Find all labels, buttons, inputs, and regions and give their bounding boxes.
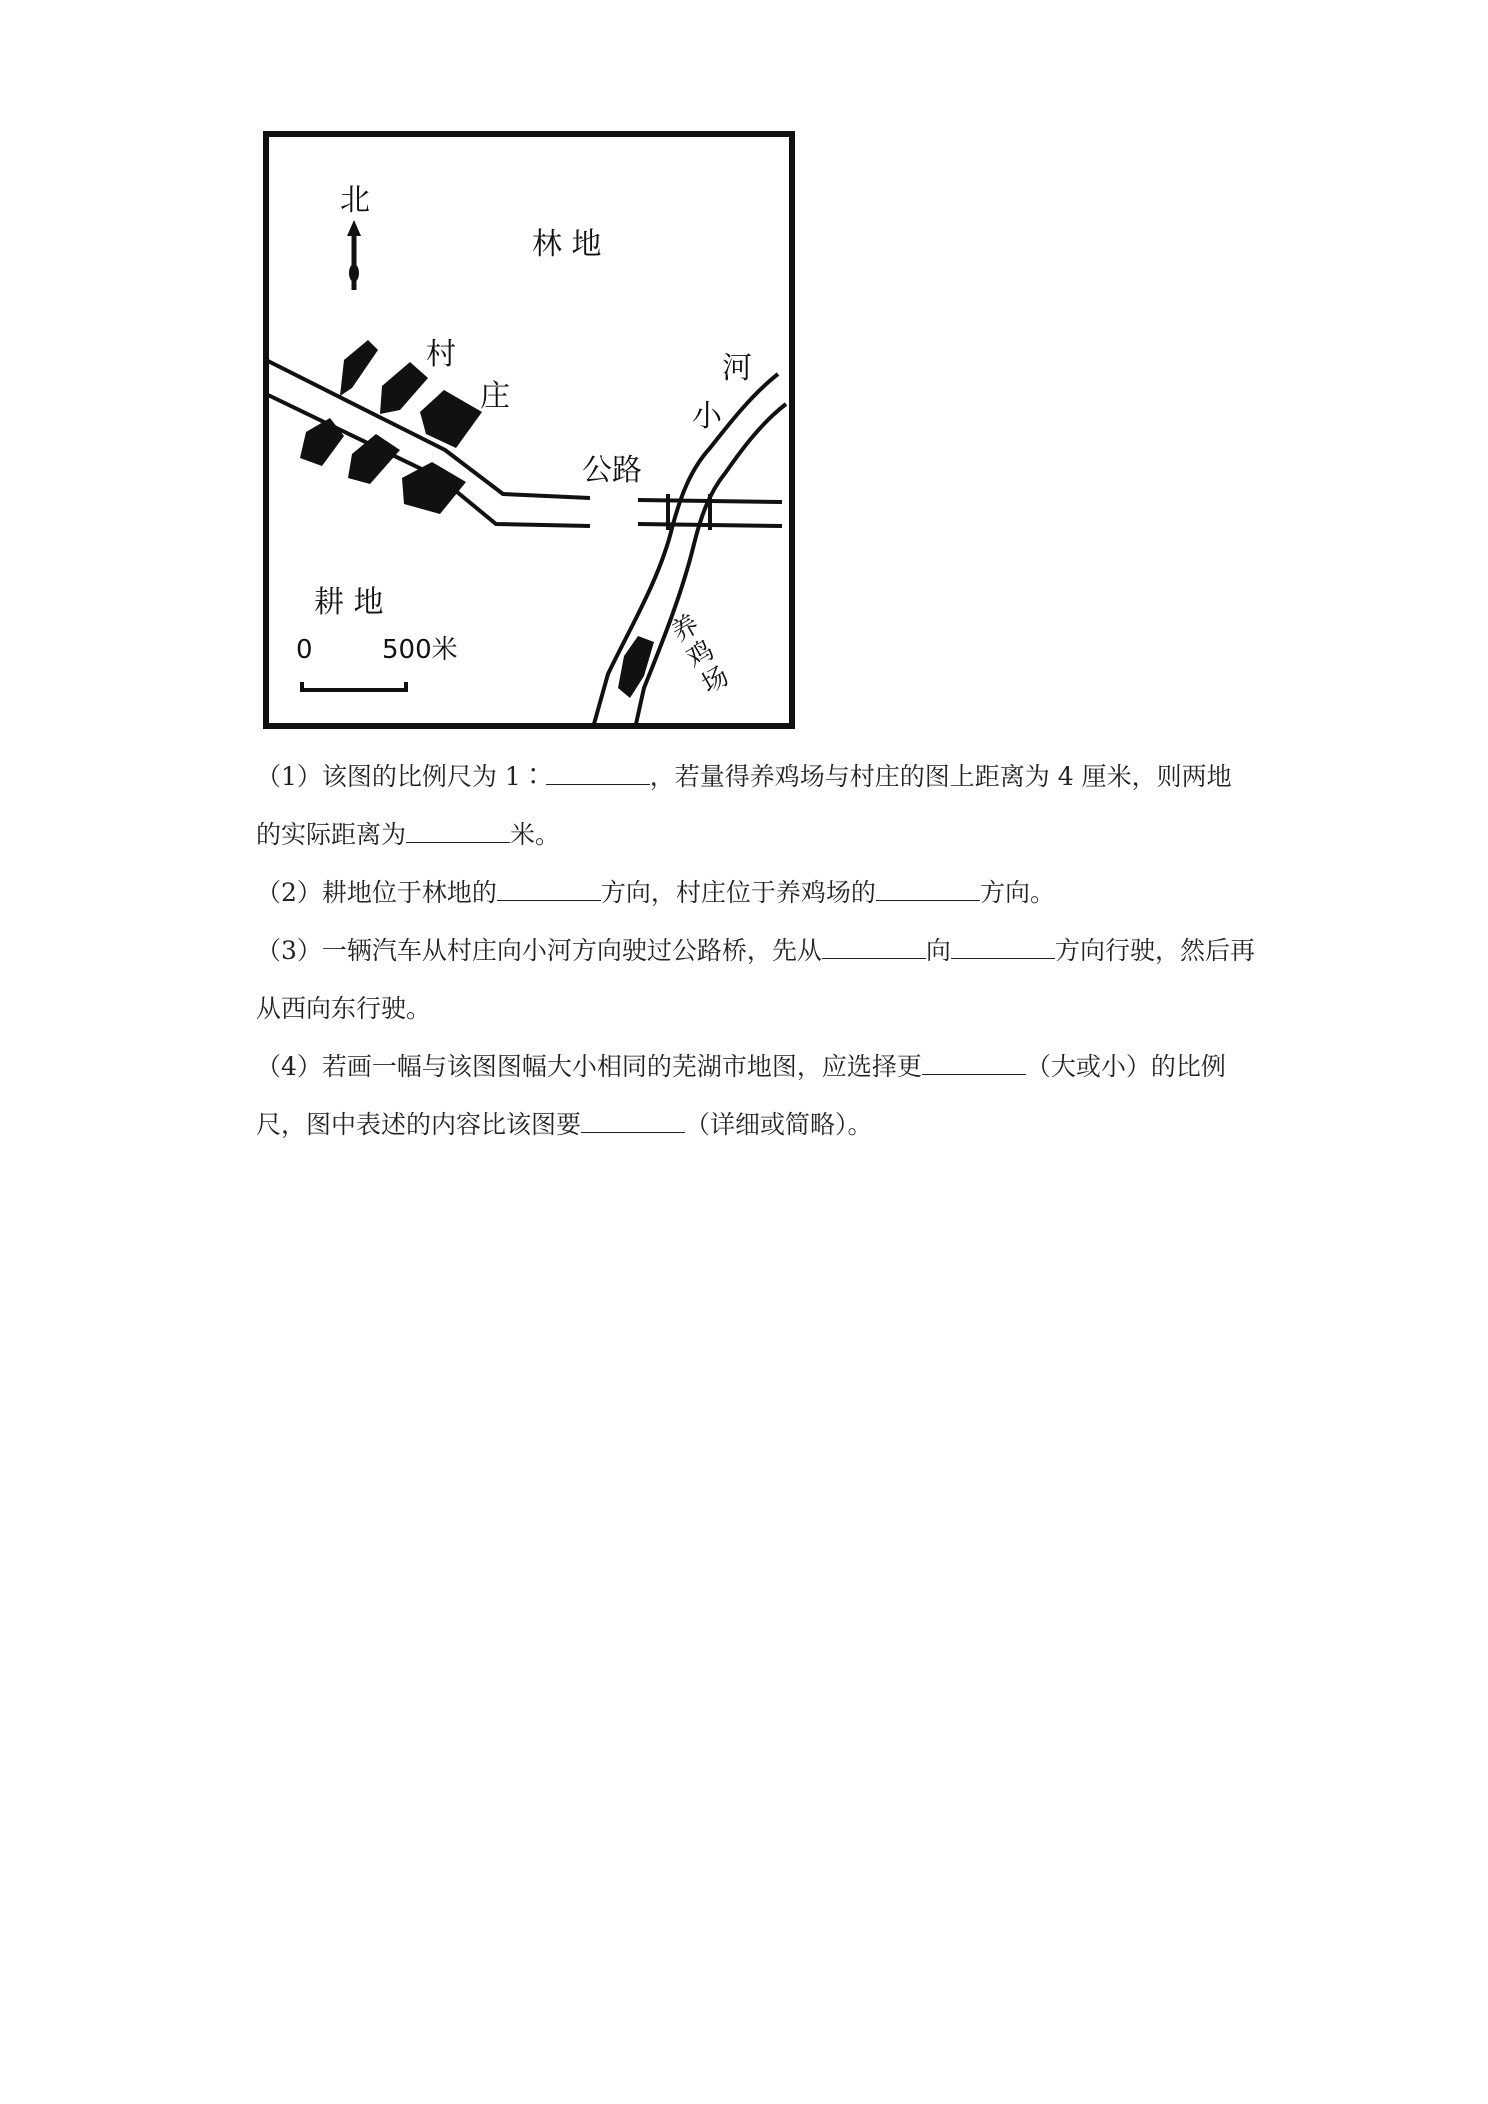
north-label: 北 [340, 183, 370, 218]
answer-blank[interactable] [922, 1050, 1026, 1075]
chicken-farm-label-3: 场 [696, 661, 735, 701]
question-4: （4）若画一幅与该图图幅大小相同的芜湖市地图，应选择更 （大或小）的比例尺，图中表述的内容比该图要 （详细或简略）。 [256, 1052, 1226, 1139]
answer-blank[interactable] [876, 876, 980, 901]
river-label-2: 小 [692, 399, 722, 434]
answer-blank[interactable] [546, 760, 650, 785]
answer-blank[interactable] [497, 876, 601, 901]
answer-blank[interactable] [406, 818, 510, 843]
answer-blank[interactable] [951, 934, 1055, 959]
scale-value: 500米 [382, 635, 458, 665]
chicken-farm-label-2: 鸡 [681, 635, 720, 675]
scale-zero: 0 [296, 635, 313, 665]
farmland-label: 耕 地 [314, 585, 384, 620]
questions [256, 748, 1256, 1154]
answer-blank[interactable] [822, 934, 926, 959]
village-label-1: 村 [426, 337, 456, 372]
forest-label: 林 地 [532, 227, 602, 262]
river-label-1: 河 [722, 351, 752, 386]
question-2: （2）耕地位于林地的 方向，村庄位于养鸡场的 方向。 [256, 878, 1055, 907]
question-1: （1）该图的比例尺为 1∶ ，若量得养鸡场与村庄的图上距离为 4 厘米，则两地的实际距离为 米。 [256, 762, 1232, 849]
village-label-2: 庄 [480, 379, 510, 414]
question-3: （3）一辆汽车从村庄向小河方向驶过公路桥，先从 向 方向行驶，然后再从西向东行驶。 [256, 936, 1255, 1023]
chicken-farm-label-1: 养 [666, 609, 705, 649]
answer-blank[interactable] [581, 1108, 685, 1133]
road-label: 公路 [582, 453, 642, 488]
map-figure [260, 128, 800, 734]
